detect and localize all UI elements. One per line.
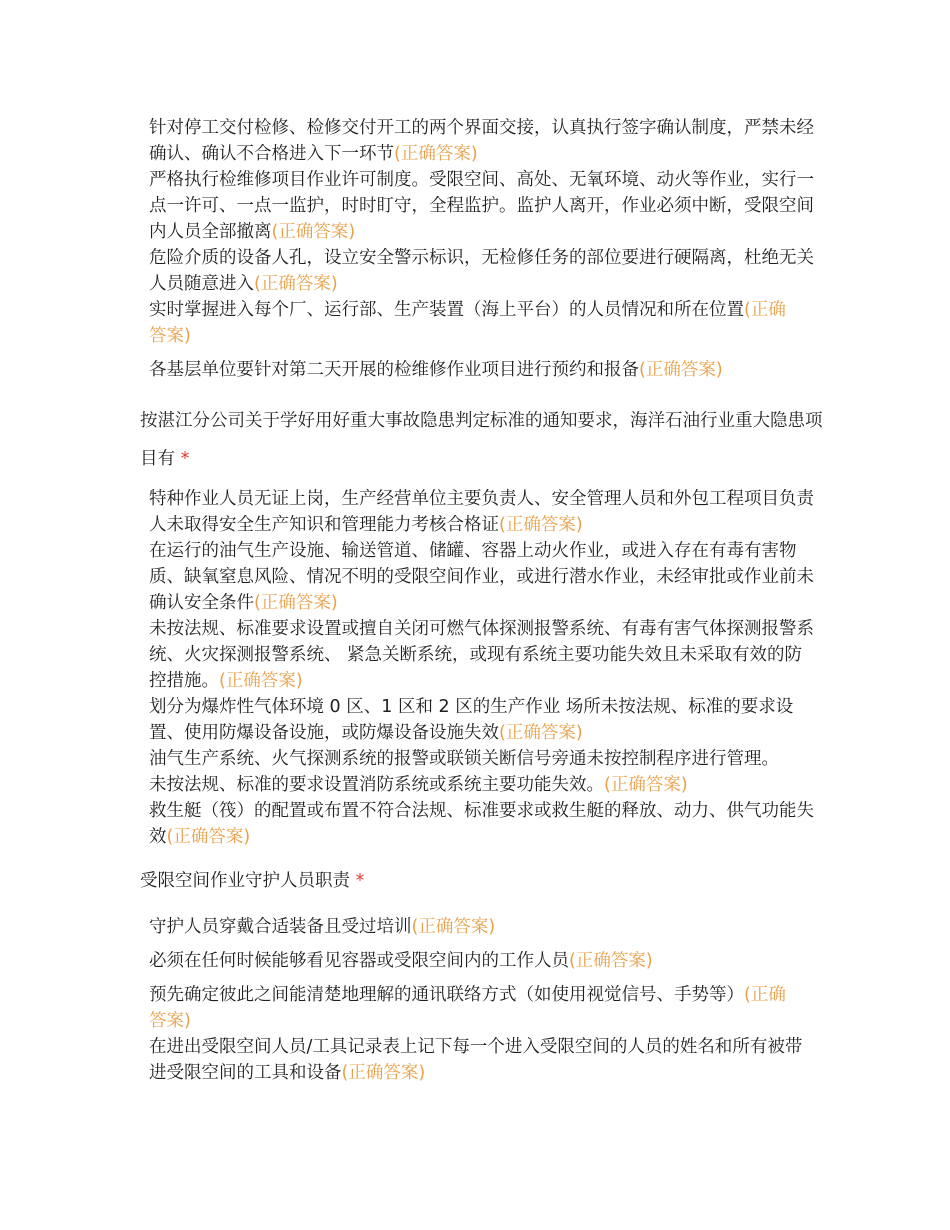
option-item[interactable]	[149, 167, 819, 245]
correct-answer-tag: (正确答案)	[149, 985, 786, 1031]
option-item[interactable]	[149, 297, 789, 349]
option-text: 危险介质的设备人孔，设立安全警示标识，无检修任务的部位要进行硬隔离，杜绝无关人员随意进入	[149, 248, 814, 294]
option-item[interactable]	[149, 486, 819, 538]
option-text: 油气生产系统、火气探测系统的报警或联锁关断信号旁通未按控制程序进行管理。未按法规、标准的要求设置消防系统或系统主要功能失效。	[149, 749, 779, 795]
correct-answer-tag: (正确答案)	[639, 360, 723, 380]
option-text: 预先确定彼此之间能清楚地理解的通讯联络方式（如使用视觉信号、手势等）	[149, 985, 744, 1005]
correct-answer-tag: (正确答案)	[341, 1063, 426, 1083]
correct-answer-tag: (正确答案)	[254, 593, 338, 613]
option-item[interactable]	[149, 982, 789, 1034]
correct-answer-tag: (正确答案)	[394, 144, 478, 164]
question2-options	[149, 486, 819, 850]
option-item[interactable]	[149, 1034, 819, 1086]
option-text: 严格执行检维修项目作业许可制度。受限空间、高处、无氧环境、动火等作业，实行一点一许可、一点一监护，时时盯守，全程监护。监护人离开，作业必须中断，受限空间内人员全部撤离	[149, 170, 814, 242]
block1-options	[149, 115, 819, 383]
option-text: 救生艇（筏）的配置或布置不符合法规、标准要求或救生艇的释放、动力、供气功能失效	[149, 801, 814, 847]
option-text: 特种作业人员无证上岗，生产经营单位主要负责人、安全管理人员和外包工程项目负责人未取得安全生产知识和管理能力考核合格证	[149, 489, 814, 535]
option-item[interactable]	[149, 694, 819, 746]
option-text: 未按法规、标准要求设置或擅自关闭可燃气体探测报警系统、有毒有害气体探测报警系统、火灾探测报警系统、 紧急关断系统，或现有系统主要功能失效且未采取有效的防控措施。	[149, 619, 814, 691]
option-text: 必须在任何时候能够看见容器或受限空间内的工作人员	[149, 951, 569, 971]
question3-options	[149, 914, 819, 1086]
option-item[interactable]	[149, 948, 819, 974]
option-text: 在运行的油气生产设施、输送管道、储罐、容器上动火作业，或进入存在有毒有害物质、缺氧窒息风险、情况不明的受限空间作业，或进行潜水作业，未经审批或作业前未确认安全条件	[149, 541, 814, 613]
question-text: 受限空间作业守护人员职责	[140, 871, 350, 891]
option-item[interactable]	[149, 616, 819, 694]
correct-answer-tag: (正确答案)	[411, 917, 496, 937]
correct-answer-tag: (正确答案)	[604, 775, 688, 795]
option-item[interactable]	[149, 538, 819, 616]
correct-answer-tag: (正确答案)	[499, 515, 583, 535]
option-text: 划分为爆炸性气体环境 0 区、1 区和 2 区的生产作业 场所未按法规、标准的要求设置、使用防爆设备设施，或防爆设备设施失效	[149, 697, 794, 743]
option-text: 守护人员穿戴合适装备且受过培训	[149, 917, 412, 937]
option-item[interactable]	[149, 914, 819, 940]
correct-answer-tag: (正确答案)	[149, 300, 786, 346]
option-item[interactable]	[149, 746, 789, 798]
question-title	[140, 402, 830, 478]
option-text: 各基层单位要针对第二天开展的检维修作业项目进行预约和报备	[149, 360, 639, 380]
correct-answer-tag: (正确答案)	[569, 951, 653, 971]
option-item[interactable]	[149, 245, 819, 297]
question-title	[140, 862, 830, 900]
option-item[interactable]	[149, 798, 819, 850]
option-text: 在进出受限空间人员/工具记录表上记下每一个进入受限空间的人员的姓名和所有被带进受限空间的工具和设备	[149, 1037, 803, 1083]
option-item[interactable]	[149, 115, 819, 167]
option-item[interactable]	[149, 357, 819, 383]
correct-answer-tag: (正确答案)	[271, 222, 356, 242]
option-text: 实时掌握进入每个厂、运行部、生产装置（海上平台）的人员情况和所在位置	[149, 300, 744, 320]
correct-answer-tag: (正确答案)	[254, 274, 338, 294]
question-text: 按湛江分公司关于学好用好重大事故隐患判定标准的通知要求，海洋石油行业重大隐患项目有	[140, 411, 823, 469]
option-text: 针对停工交付检修、检修交付开工的两个界面交接，认真执行签字确认制度，严禁未经确认、确认不合格进入下一环节	[149, 118, 814, 164]
correct-answer-tag: (正确答案)	[499, 723, 583, 743]
correct-answer-tag: (正确答案)	[166, 827, 251, 847]
required-mark: *	[355, 871, 365, 891]
correct-answer-tag: (正确答案)	[219, 671, 303, 691]
required-mark: *	[180, 449, 190, 469]
